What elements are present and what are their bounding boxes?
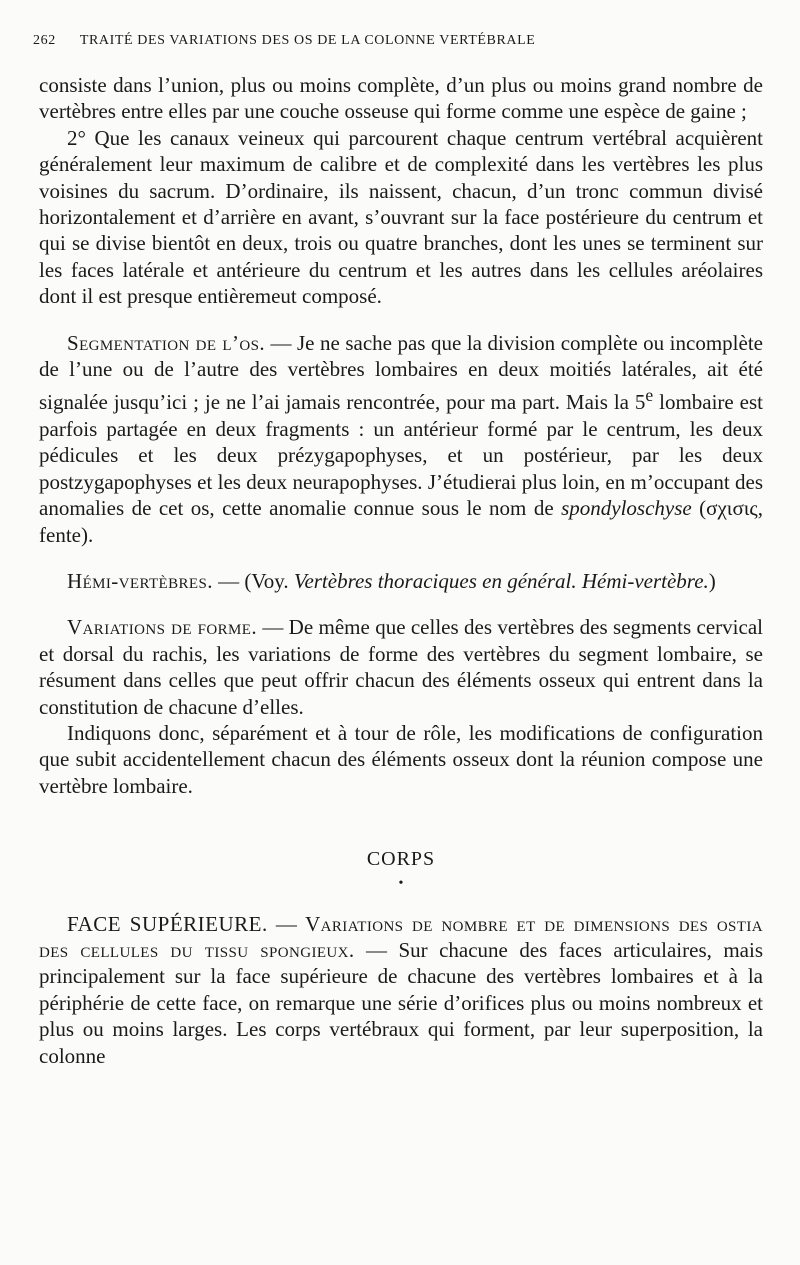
paragraph-venous-canals: 2° Que les canaux veineux qui parcourent chaque centrum vertébral acquièrent généralement leur maximum de calibre et de complexité dans les vertèbres les plus voisines du sacrum. D’ordinaire, ils naissent, chacun, d’un tronc commun divisé horizontalement et d’arrière en avant, s’ouvrant sur la face postérieure du centrum et qui se divise bientôt en deux, trois ou quatre branches, dont les unes se terminent sur les faces latérale et antérieure du centrum et les autres dans les cellules aréolaires dont il est presque entièremeut composé. [39,125,763,309]
paragraph-variations-forme [39,614,763,720]
section-heading-corps: CORPS [366,848,436,871]
paragraph-hemi-vertebres [39,568,763,594]
segmentation-text: — Je ne sache pas que la division complète ou incomplète de l’une ou de l’autre des vertèbres lombaires en deux moitiés latérales, ait été signalée jusqu’ici ; je ne l’ai jamais rencontrée, pour ma part. Mais la 5 [39,330,763,415]
page-number: 262 [33,33,56,48]
hemi-vertebres-close: ) [708,568,716,593]
paragraph-face-superieure [39,911,763,1069]
ordinal-sup: e [645,385,654,406]
segmentation-text-2: lombaire est parfois partagée en deux fragments : un antérieur formé par le centrum, les deux pédicules et les deux prézygapophyses, et un postérieur, par les deux postzygapophyses et les deux neurapophyses. J’étudierai plus loin, en m’occupant des anomalies de cet os, cette anomalie connue sous le nom de [39,390,763,521]
segmentation-label: Segmentation de l’os. [67,330,265,355]
face-superieure-dash: — [267,911,306,936]
variations-forme-label: Variations de forme. [67,615,257,640]
hemi-vertebres-label: Hémi-vertèbres. [67,568,213,593]
hemi-vertebres-reference: Vertèbres thoraciques en général. Hémi-vertèbre. [293,568,709,593]
segmentation-text-3: (σχισις, fente). [39,496,763,547]
heading-dot-mark: • [398,875,404,891]
running-head [33,33,763,49]
running-title: TRAITÉ DES VARIATIONS DES OS DE LA COLONNE VERTÉBRALE [79,33,536,48]
face-superieure-text: — Sur chacune des faces articulaires, mais principalement sur la face supérieure de chacune des vertèbres lombaires et à la périphérie de cette face, on remarque une série d’orifices plus ou moins nombreux et plus ou moins larges. Les corps vertébraux qui forment, par leur superposition, la colonne [39,937,763,1068]
body-text [39,72,763,1069]
hemi-vertebres-text: — (Voy. [212,568,294,593]
face-superieure-label: FACE SUPÉRIEURE. [67,911,268,936]
paragraph-indiquons: Indiquons donc, séparément et à tour de rôle, les modifications de configuration que subit accidentellement chacun des éléments osseux dont la réunion compose une vertèbre lombaire. [39,720,763,798]
spondyloschyse-term: spondyloschyse [561,496,692,521]
paragraph-segmentation [39,330,763,548]
paragraph-continuation: consiste dans l’union, plus ou moins complète, d’un plus ou moins grand nombre de vertèbres entre elles par une couche osseuse qui forme comme une espèce de gaine ; [39,73,763,124]
face-superieure-sublabel: Variations de nombre et de dimensions des ostia des cellules du tissu spongieux. [39,911,763,962]
variations-forme-text: — De même que celles des vertèbres des segments cervical et dorsal du rachis, les variations de forme des vertèbres du segment lombaire, se résument dans celles que peut offrir chacun des éléments osseux qui entrent dans la constitution de chacune d’elles. [39,615,763,719]
